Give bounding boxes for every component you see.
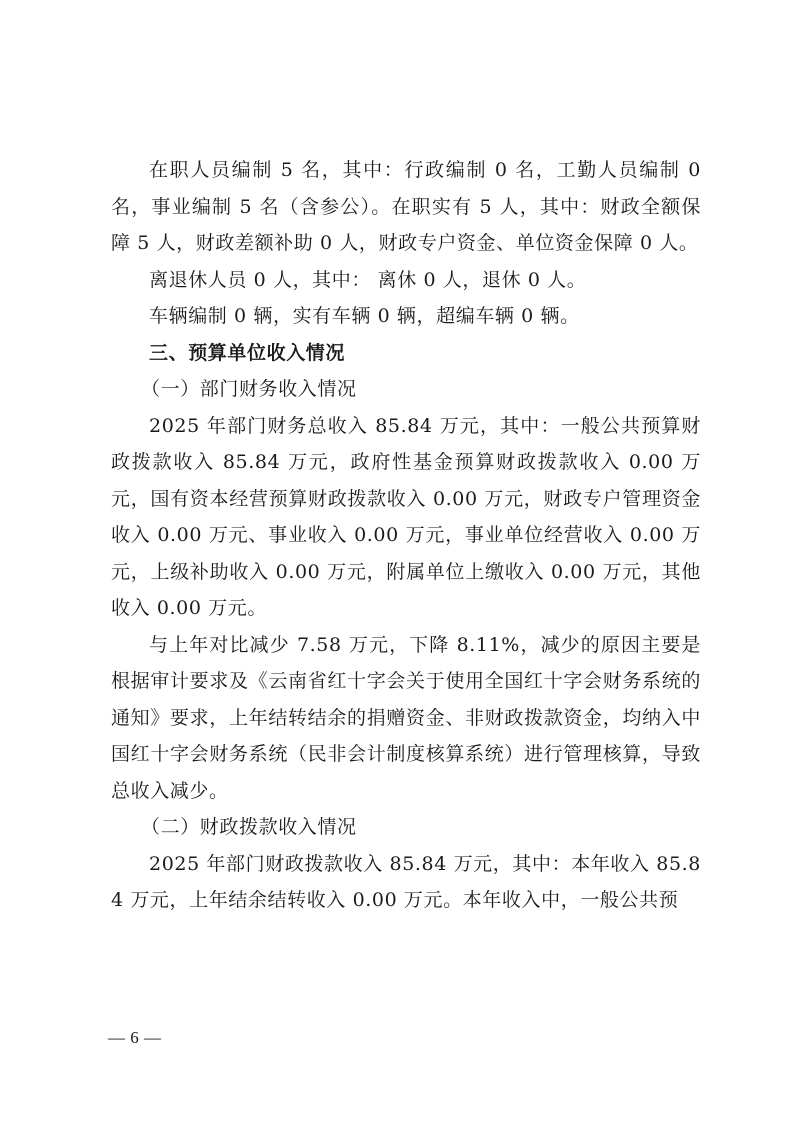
document-body	[111, 152, 701, 919]
page-number: — 6 —	[108, 1028, 162, 1047]
subsection-heading-appropriation-income: （二）财政拨款收入情况	[141, 816, 357, 838]
paragraph-income-comparison: 与上年对比减少 7.58 万元，下降 8.11%，减少的原因主要是根据审计要求及《云南省红十字会关于使用全国红十字会财务系统的通知》要求，上年结转结余的捐赠资金、非财政拨款资金，均纳入中国红十字会财务系统（民非会计制度核算系统）进行管理核算，导致总收入减少。	[111, 633, 701, 802]
subsection-heading-financial-income: （一）部门财务收入情况	[141, 378, 357, 400]
paragraph-total-income: 2025 年部门财务总收入 85.84 万元，其中：一般公共预算财政拨款收入 85.84 万元，政府性基金预算财政拨款收入 0.00 万元，国有资本经营预算财政拨款收入 0.00 万元，财政专户管理资金收入 0.00 万元、事业收入 0.00 万元，事业单位经营收入 0.00 万元，上级补助收入 0.00 万元，附属单位上缴收入 0.00 万元，其他收入 0.00 万元。	[111, 414, 701, 619]
paragraph-staffing: 在职人员编制 5 名，其中：行政编制 0 名，工勤人员编制 0 名，事业编制 5 名（含参公）。在职实有 5 人，其中：财政全额保障 5 人，财政差额补助 0 人，财政专户资金、单位资金保障 0 人。	[111, 159, 701, 254]
section-heading-income: 三、预算单位收入情况	[149, 341, 346, 364]
paragraph-vehicles: 车辆编制 0 辆，实有车辆 0 辆，超编车辆 0 辆。	[149, 305, 580, 327]
paragraph-appropriation-income: 2025 年部门财政拨款收入 85.84 万元，其中：本年收入 85.84 万元，上年结余结转收入 0.00 万元。本年收入中，一般公共预	[111, 852, 701, 911]
paragraph-retirees: 离退休人员 0 人，其中： 离休 0 人，退休 0 人。	[149, 268, 587, 291]
